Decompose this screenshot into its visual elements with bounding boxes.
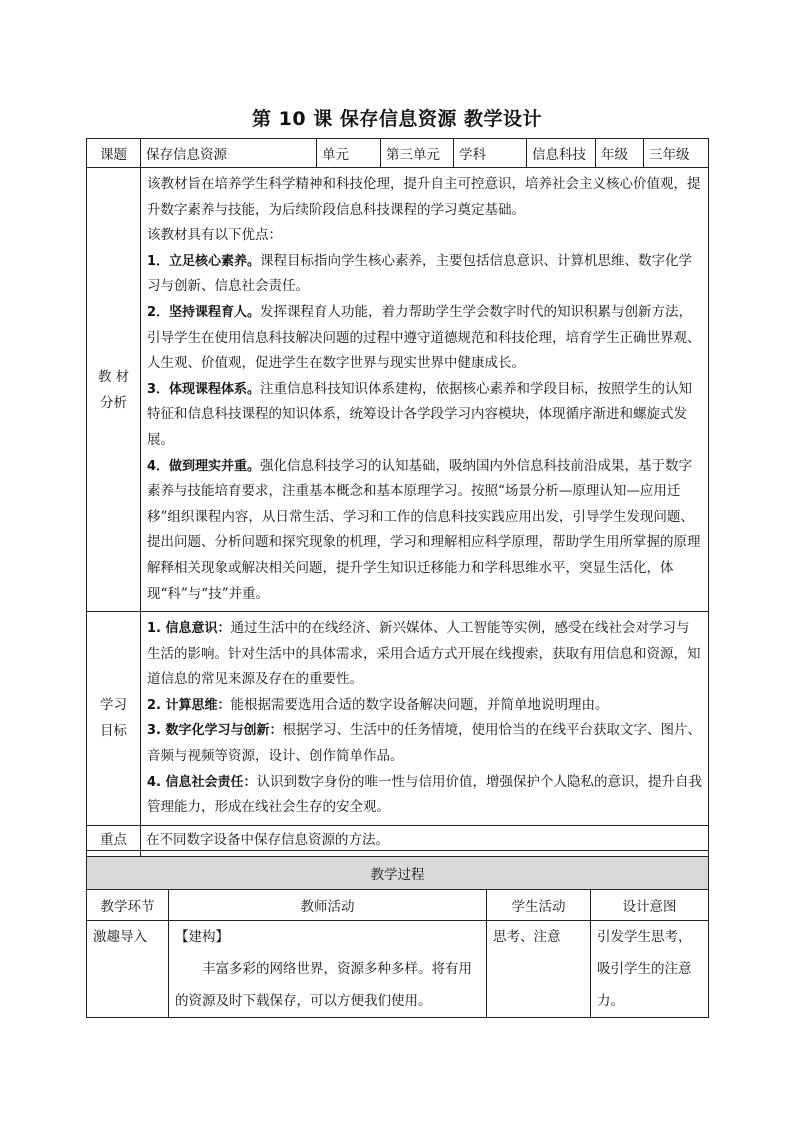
- process-columns-row: [87, 890, 709, 921]
- analysis-point-3: 3．体现课程体系。注重信息科技知识体系建构，依据核心素养和学段目标，按照学生的认知特征和信息科技课程的知识体系，统筹设计各学段学习内容模块，体现循序渐进和螺旋式发展。: [147, 380, 693, 448]
- col-teacher: 教师活动: [169, 890, 487, 921]
- header-row: [87, 139, 709, 168]
- process-row-intro: [87, 921, 709, 1018]
- analysis-label: 教 材 分析: [87, 168, 141, 612]
- unit-value: 第三单元: [381, 139, 454, 168]
- analysis-intro2: 该教材具有以下优点：: [147, 227, 282, 244]
- analysis-content: [141, 168, 709, 612]
- process-heading-row: [87, 857, 709, 890]
- analysis-point-1: 1．立足核心素养。课程目标指向学生核心素养，主要包括信息意识、计算机思维、数字化学习与创新、信息社会责任。: [147, 252, 693, 295]
- process-heading: 教学过程: [87, 857, 709, 890]
- topic-value: 保存信息资源: [141, 139, 317, 168]
- subject-value: 信息科技: [527, 139, 596, 168]
- analysis-point-2: 2．坚持课程育人。发挥课程育人功能，着力帮助学生学会数字时代的知识积累与创新方法，引导学生在使用信息科技解决问题的过程中遵守道德规范和科技伦理，培育学生正确世界观、人生观、价值观，促进学生在数字世界与现实世界中健康成长。: [147, 303, 701, 372]
- col-intent: 设计意图: [591, 890, 709, 921]
- goal-4: 4. 信息社会责任：认识到数字身份的唯一性与信用价值，增强保护个人隐私的意识，提升自我管理能力，形成在线社会生存的安全观。: [147, 773, 703, 816]
- goals-content: [141, 612, 709, 826]
- key-point-row: [87, 825, 709, 850]
- student-activity: 思考、注意: [487, 921, 591, 1018]
- goal-1: 1. 信息意识：通过生活中的在线经济、新兴媒体、人工智能等实例，感受在线社会对学习与生活的影响。针对生活中的具体需求，采用合适方式开展在线搜索，获取有用信息和资源，知道信息的常见来源及存在的重要性。: [147, 620, 701, 688]
- page-title: 第 10 课 保存信息资源 教学设计: [252, 108, 542, 130]
- goals-label: 学习 目标: [87, 612, 141, 826]
- teacher-activity: [169, 921, 487, 1018]
- grade-value: 三年级: [644, 139, 709, 168]
- grade-label: 年级: [596, 139, 644, 168]
- unit-label: 单元: [317, 139, 381, 168]
- goal-2: 2. 计算思维：能根据需要选用合适的数字设备解决问题，并简单地说明理由。: [147, 696, 609, 713]
- key-point-value: 在不同数字设备中保存信息资源的方法。: [141, 825, 709, 850]
- col-stage: 教学环节: [87, 890, 169, 921]
- analysis-intro: 该教材旨在培养学生科学精神和科技伦理，提升自主可控意识，培养社会主义核心价值观，提升数字素养与技能，为后续阶段信息科技课程的学习奠定基础。: [147, 176, 701, 218]
- col-student: 学生活动: [487, 890, 591, 921]
- goals-row: [87, 612, 709, 826]
- design-intent: 引发学生思考，吸引学生的注意力。: [591, 921, 709, 1018]
- stage-value: 激趣导入: [87, 921, 169, 1018]
- teacher-tag: 【建构】: [175, 929, 229, 945]
- key-point-label: 重点: [87, 825, 141, 850]
- teaching-process-table: [86, 856, 709, 1018]
- teacher-text: 丰富多彩的网络世界，资源多种多样。将有用的资源及时下载保存，可以方便我们使用。: [175, 961, 472, 1009]
- analysis-row: [87, 168, 709, 612]
- analysis-point-4: 4．做到理实并重。强化信息科技学习的认知基础，吸纳国内外信息科技前沿成果，基于数字素养与技能培育要求，注重基本概念和基本原理学习。按照“场景分析—原理认知—应用迁移”组织课程内容，从日常生活、学习和工作的信息科技实践应用出发，引导学生发现问题、提出问题、分析问题和探究现象的机理，学习和理解相应科学原理，帮助学生用所掌握的原理解释相关现象或解决相关问题，提升学生知识迁移能力和学科思维水平，突显生活化，体现“科”与“技”并重。: [147, 457, 701, 602]
- lesson-info-table: [86, 138, 709, 876]
- topic-label: 课题: [87, 139, 141, 168]
- subject-label: 学科: [454, 139, 527, 168]
- goal-3: 3. 数字化学习与创新：根据学习、生活中的任务情境，使用恰当的在线平台获取文字、图片、音频与视频等资源，设计、创作简单作品。: [147, 722, 702, 765]
